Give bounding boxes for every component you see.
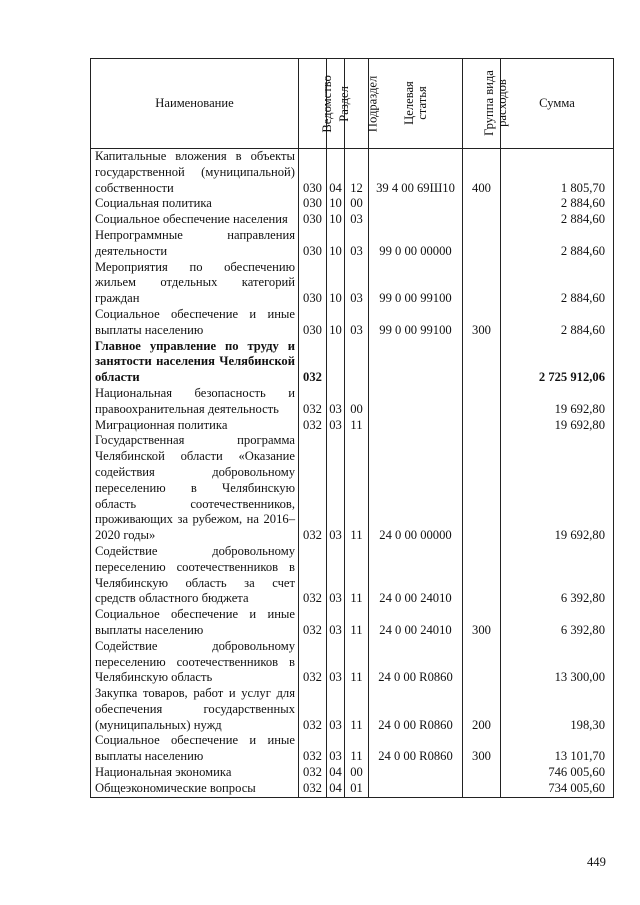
header-dept: Ведомство [299,59,327,149]
table-row [91,418,614,434]
row-group [463,639,501,686]
row-section: 04 [327,781,345,797]
row-sum: 1 805,70 [501,149,614,197]
row-subsection: 00 [345,196,369,212]
row-target: 99 0 00 99100 [369,307,463,339]
row-target [369,212,463,228]
table-row [91,307,614,339]
row-group [463,212,501,228]
row-name: Мероприятия по обеспечению жильем отдельных категорий граждан [91,260,299,307]
row-name: Социальное обеспечение населения [91,212,299,228]
row-name: Социальная политика [91,196,299,212]
row-group: 300 [463,307,501,339]
table-row [91,433,614,544]
row-target: 24 0 00 00000 [369,433,463,544]
row-name: Миграционная политика [91,418,299,434]
row-subsection: 03 [345,212,369,228]
row-dept: 030 [299,212,327,228]
row-section: 10 [327,260,345,307]
row-dept: 030 [299,196,327,212]
table-row [91,639,614,686]
row-sum: 2 725 912,06 [501,339,614,386]
row-name: Общеэкономические вопросы [91,781,299,797]
row-target [369,196,463,212]
table-row [91,149,614,197]
row-section: 03 [327,433,345,544]
row-target [369,386,463,418]
row-sum: 6 392,80 [501,544,614,607]
row-subsection: 03 [345,307,369,339]
row-sum: 19 692,80 [501,386,614,418]
row-group: 300 [463,733,501,765]
table-row [91,260,614,307]
row-target: 24 0 00 R0860 [369,733,463,765]
table-row [91,386,614,418]
header-subsection: Подраздел [345,59,369,149]
row-subsection: 11 [345,433,369,544]
budget-table [90,58,614,798]
row-subsection: 11 [345,686,369,733]
row-sum: 2 884,60 [501,228,614,260]
row-subsection: 11 [345,733,369,765]
table-header-row [91,59,614,149]
row-dept: 032 [299,544,327,607]
row-name: Социальное обеспечение и иные выплаты населению [91,733,299,765]
row-section: 10 [327,307,345,339]
header-sum: Сумма [501,59,614,149]
row-name: Непрограммные направления деятельности [91,228,299,260]
budget-table-sheet [90,58,613,798]
row-dept: 030 [299,260,327,307]
row-group [463,544,501,607]
row-dept: 032 [299,339,327,386]
row-group: 200 [463,686,501,733]
row-name: Закупка товаров, работ и услуг для обеспечения государственных (муниципальных) нужд [91,686,299,733]
row-sum: 6 392,80 [501,607,614,639]
row-subsection: 11 [345,418,369,434]
row-section [327,339,345,386]
row-sum: 746 005,60 [501,765,614,781]
row-sum: 19 692,80 [501,433,614,544]
row-target [369,765,463,781]
row-section: 10 [327,212,345,228]
row-group [463,260,501,307]
row-dept: 030 [299,228,327,260]
header-group: Группа вида расходов [463,59,501,149]
row-section: 03 [327,639,345,686]
header-name: Наименование [91,59,299,149]
table-row [91,607,614,639]
header-target: Целевая статья [369,59,463,149]
row-name: Национальная экономика [91,765,299,781]
row-dept: 030 [299,149,327,197]
row-target: 24 0 00 24010 [369,607,463,639]
row-name: Национальная безопасность и правоохранительная деятельность [91,386,299,418]
table-row [91,228,614,260]
row-target: 24 0 00 R0860 [369,686,463,733]
row-section: 03 [327,733,345,765]
row-sum: 734 005,60 [501,781,614,797]
row-target: 99 0 00 99100 [369,260,463,307]
row-section: 04 [327,765,345,781]
row-group: 400 [463,149,501,197]
row-name: Главное управление по труду и занятости населения Челябинской области [91,339,299,386]
page-number: 449 [587,855,606,869]
row-dept: 032 [299,781,327,797]
row-sum: 198,30 [501,686,614,733]
row-section: 03 [327,544,345,607]
row-dept: 032 [299,433,327,544]
row-group [463,765,501,781]
row-name: Содействие добровольному переселению соотечественников в Челябинскую область за счет средств областного бюджета [91,544,299,607]
row-sum: 2 884,60 [501,307,614,339]
row-target: 99 0 00 00000 [369,228,463,260]
row-subsection: 12 [345,149,369,197]
row-section: 10 [327,196,345,212]
table-row [91,544,614,607]
row-sum: 2 884,60 [501,212,614,228]
row-subsection: 11 [345,544,369,607]
row-group [463,196,501,212]
row-section: 03 [327,386,345,418]
row-section: 04 [327,149,345,197]
row-dept: 032 [299,607,327,639]
row-dept: 032 [299,765,327,781]
row-section: 03 [327,418,345,434]
row-dept: 030 [299,307,327,339]
row-name: Социальное обеспечение и иные выплаты населению [91,607,299,639]
row-dept: 032 [299,386,327,418]
row-group [463,781,501,797]
row-group [463,339,501,386]
row-name: Содействие добровольному переселению соотечественников в Челябинскую область [91,639,299,686]
table-row [91,339,614,386]
table-row [91,686,614,733]
row-sum: 2 884,60 [501,260,614,307]
row-dept: 032 [299,418,327,434]
row-target [369,418,463,434]
row-target: 24 0 00 24010 [369,544,463,607]
row-section: 10 [327,228,345,260]
row-name: Социальное обеспечение и иные выплаты населению [91,307,299,339]
header-section: Раздел [327,59,345,149]
row-group [463,386,501,418]
row-sum: 13 300,00 [501,639,614,686]
table-row [91,765,614,781]
row-target: 24 0 00 R0860 [369,639,463,686]
table-row [91,196,614,212]
table-row [91,733,614,765]
row-name: Капитальные вложения в объекты государственной (муниципальной) собственности [91,149,299,197]
row-subsection: 00 [345,386,369,418]
row-target: 39 4 00 69Ш10 [369,149,463,197]
row-subsection: 03 [345,228,369,260]
row-target [369,781,463,797]
row-sum: 13 101,70 [501,733,614,765]
table-body [91,149,614,798]
table-row [91,212,614,228]
row-target [369,339,463,386]
row-dept: 032 [299,686,327,733]
row-subsection [345,339,369,386]
row-section: 03 [327,686,345,733]
row-group [463,228,501,260]
row-dept: 032 [299,733,327,765]
table-row [91,781,614,797]
row-subsection: 11 [345,639,369,686]
row-sum: 19 692,80 [501,418,614,434]
row-subsection: 03 [345,260,369,307]
row-subsection: 01 [345,781,369,797]
row-group: 300 [463,607,501,639]
row-sum: 2 884,60 [501,196,614,212]
row-group [463,418,501,434]
row-subsection: 11 [345,607,369,639]
row-subsection: 00 [345,765,369,781]
row-name: Государственная программа Челябинской области «Оказание содействия добровольному переселению в Челябинскую область соотечественников, проживающих за рубежом, на 2016–2020 годы» [91,433,299,544]
row-dept: 032 [299,639,327,686]
row-group [463,433,501,544]
row-section: 03 [327,607,345,639]
